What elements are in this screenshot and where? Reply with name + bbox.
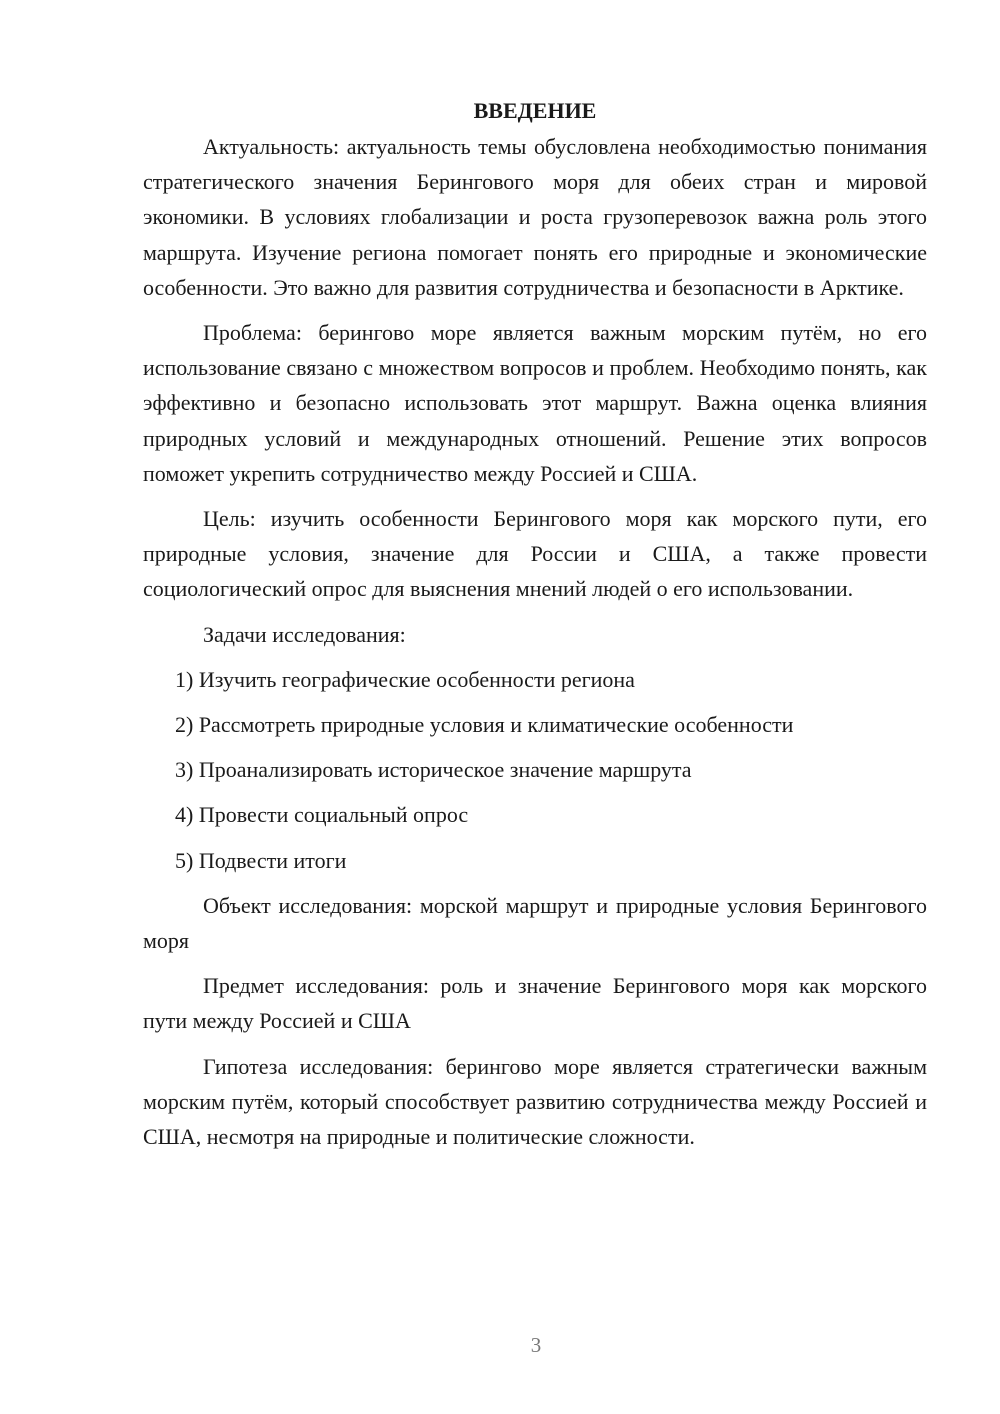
hypothesis-paragraph: Гипотеза исследования: берингово море является стратегически важным морским путём, который способствует развитию сотрудничества между Россией и США, несмотря на природные и политические сложности.: [143, 1053, 927, 1150]
tasks-heading: Задачи исследования:: [203, 621, 406, 647]
section-title: ВВЕДЕНИЕ: [473, 98, 597, 123]
object-paragraph: Объект исследования: морской маршрут и природные условия Берингового моря: [143, 892, 927, 954]
subject-paragraph: Предмет исследования: роль и значение Берингового моря как морского пути между Россией и США: [143, 973, 927, 1034]
task-item: 3) Проанализировать историческое значение маршрута: [175, 757, 692, 783]
document-page: [143, 93, 927, 1164]
task-item: 1) Изучить географические особенности региона: [175, 666, 635, 692]
tasks-list: [143, 662, 927, 878]
task-item: 5) Подвести итоги: [175, 847, 347, 873]
page-number: 3: [530, 1333, 542, 1357]
task-item: 2) Рассмотреть природные условия и климатические особенности: [175, 712, 794, 738]
relevance-paragraph: Актуальность: актуальность темы обусловлена необходимостью понимания стратегического значения Берингового моря для обеих стран и мировой экономики. В условиях глобализации и роста грузоперевозок важна роль этого маршрута. Изучение региона помогает понять его природные и экономические особенности. Это важно для развития сотрудничества и безопасности в Арктике.: [143, 134, 927, 300]
task-item: 4) Провести социальный опрос: [175, 802, 469, 828]
goal-paragraph: Цель: изучить особенности Берингового моря как морского пути, его природные условия, значение для России и США, а также провести социологический опрос для выяснения мнений людей о его использовании.: [143, 506, 927, 602]
problem-paragraph: Проблема: берингово море является важным морским путём, но его использование связано с множеством вопросов и проблем. Необходимо понять, как эффективно и безопасно использовать этот маршрут. Важна оценка влияния природных условий и международных отношений. Решение этих вопросов поможет укрепить сотрудничество между Россией и США.: [143, 320, 927, 486]
